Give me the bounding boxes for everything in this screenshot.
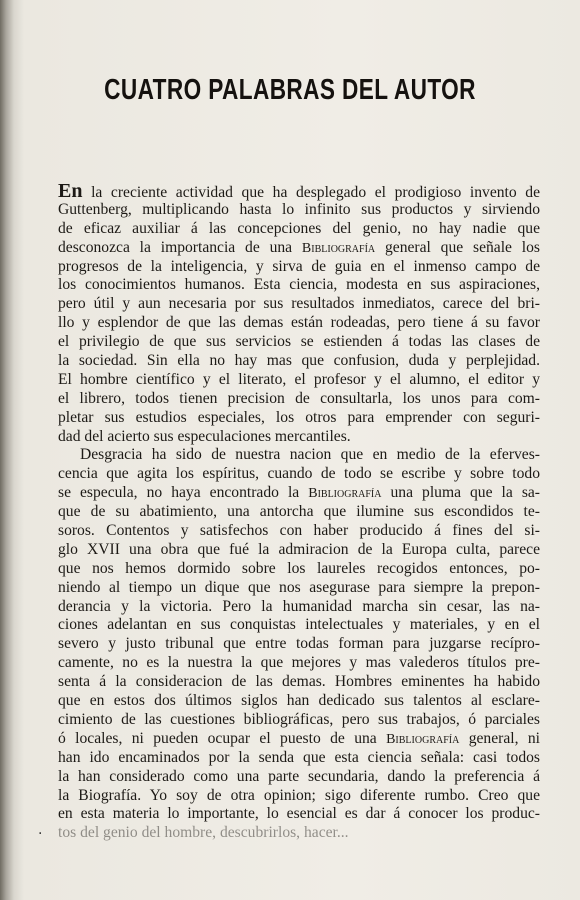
text-line xyxy=(58,428,540,447)
line-text: pero útil y aun necesaria por sus resultados inmediatos, carece del bri- xyxy=(58,295,540,313)
line-text: dad del acierto sus especulaciones mercantiles. xyxy=(58,427,351,445)
line-text: camente, no es la nuestra la que mejores y mas valederos títulos pre- xyxy=(58,654,540,672)
text-line xyxy=(58,730,540,749)
text-line xyxy=(58,220,540,239)
text-line xyxy=(58,201,540,220)
text-line xyxy=(58,239,540,258)
text-line xyxy=(58,409,540,428)
line-text: tos del genio del hombre, descubrirlos, hacer... xyxy=(58,824,349,842)
drop-cap: En xyxy=(58,180,83,202)
text-line xyxy=(58,824,540,843)
text-line xyxy=(58,295,540,314)
line-text: el privilegio de que sus servicios se estienden á todas las clases de xyxy=(58,333,540,351)
small-caps-term: Bibliografía xyxy=(308,486,382,502)
line-text: una pluma que la sa- xyxy=(381,484,541,502)
line-text: llo y esplendor de que las demas están rodeadas, pero tiene á su favor xyxy=(58,314,540,332)
text-line xyxy=(58,616,540,635)
line-text: Guttenberg, multiplicando hasta lo infinito sus productos y sirviendo xyxy=(58,200,540,218)
line-text: ó locales, ni pueden ocupar el puesto de una xyxy=(58,729,387,747)
text-line xyxy=(58,522,540,541)
text-line xyxy=(58,503,540,522)
text-line xyxy=(58,768,540,787)
text-line xyxy=(58,258,540,277)
line-text: general, ni xyxy=(459,729,540,747)
line-text: la creciente actividad que ha desplegado el prodigioso invento de xyxy=(91,184,540,201)
margin-mark: . xyxy=(38,822,43,838)
text-line xyxy=(58,749,540,768)
small-caps-term: Bibliografía xyxy=(301,240,376,256)
line-text: que nos hemos dormido sobre los laureles recogidos entonces, po- xyxy=(58,559,540,577)
line-text: cencia que agita los espíritus, cuando de todo se escribe y sobre todo xyxy=(58,465,540,483)
line-text: la sociedad. Sin ella no hay mas que confusion, duda y perplejidad. xyxy=(58,352,540,370)
line-text: progresos de la inteligencia, y sirva de guia en el inmenso campo de xyxy=(58,257,540,275)
text-line xyxy=(58,787,540,806)
text-line xyxy=(58,805,540,824)
text-line xyxy=(58,333,540,352)
line-text: han ido encaminados por la senda que esta ciencia señala: casi todos xyxy=(58,748,540,766)
text-line xyxy=(58,484,540,503)
text-line xyxy=(58,182,540,201)
line-text: general que señale los xyxy=(375,238,540,256)
text-line xyxy=(58,352,540,371)
text-line xyxy=(58,692,540,711)
line-text: El hombre científico y el literato, el profesor y el alumno, el editor y xyxy=(58,370,540,388)
line-text: soros. Contentos y satisfechos con haber producido á fines del si- xyxy=(58,522,540,540)
text-line xyxy=(58,654,540,673)
body-text xyxy=(58,182,540,843)
line-text: senta á la consideracion de las demas. Hombres eminentes ha habido xyxy=(58,673,540,691)
line-text: se especula, no haya encontrado la xyxy=(58,484,309,502)
text-line xyxy=(58,465,540,484)
line-text: niendo al tiempo un dique que nos asegurase para siempre la prepon- xyxy=(58,578,540,596)
text-line xyxy=(58,276,540,295)
text-line xyxy=(58,635,540,654)
line-text: desconozca la importancia de una xyxy=(58,238,302,256)
line-text: la han considerado como una parte secundaria, dando la preferencia á xyxy=(58,767,540,785)
text-line xyxy=(58,673,540,692)
text-line xyxy=(58,560,540,579)
line-text: los conocimientos humanos. Esta ciencia, modesta en sus aspiraciones, xyxy=(58,276,540,294)
line-text: cimiento de las cuestiones bibliográficas, pero sus trabajos, ó parciales xyxy=(58,710,540,728)
line-text: ciones adelantan en sus conquistas intelectuales y materiales, y en el xyxy=(58,616,540,634)
small-caps-term: Bibliografía xyxy=(386,731,460,747)
text-line xyxy=(58,314,540,333)
line-text: la Biografía. Yo soy de otra opinion; sigo diferente rumbo. Creo que xyxy=(58,786,540,804)
line-text: que de su abatimiento, una antorcha que ilumine sus escondidos te- xyxy=(58,503,540,521)
text-line xyxy=(58,446,540,465)
line-text: de eficaz auxiliar á las concepciones del genio, no hay nadie que xyxy=(58,219,540,237)
chapter-heading: CUATRO PALABRAS DEL AUTOR xyxy=(104,74,476,106)
line-text: en esta materia lo importante, lo esencial es dar á conocer los produc- xyxy=(58,805,540,823)
text-line xyxy=(58,598,540,617)
line-text: que en estos dos últimos siglos han dedicado sus talentos al esclare- xyxy=(58,692,540,710)
text-line xyxy=(58,579,540,598)
text-line xyxy=(58,390,540,409)
line-text: el librero, todos tienen precision de consultarla, los unos para com- xyxy=(58,389,540,407)
line-text: Desgracia ha sido de nuestra nacion que en medio de la eferves- xyxy=(80,446,540,464)
line-text: derancia y la victoria. Pero la humanidad marcha sin cesar, las na- xyxy=(58,597,540,615)
text-line xyxy=(58,711,540,730)
text-line xyxy=(58,371,540,390)
text-line xyxy=(58,541,540,560)
line-text: severo y justo tribunal que entre todas forman para juzgarse recípro- xyxy=(58,635,540,653)
line-text: pletar sus estudios especiales, los otros para emprender con seguri- xyxy=(58,408,540,426)
line-text: glo XVII una obra que fué la admiracion de la Europa culta, parece xyxy=(58,540,540,558)
